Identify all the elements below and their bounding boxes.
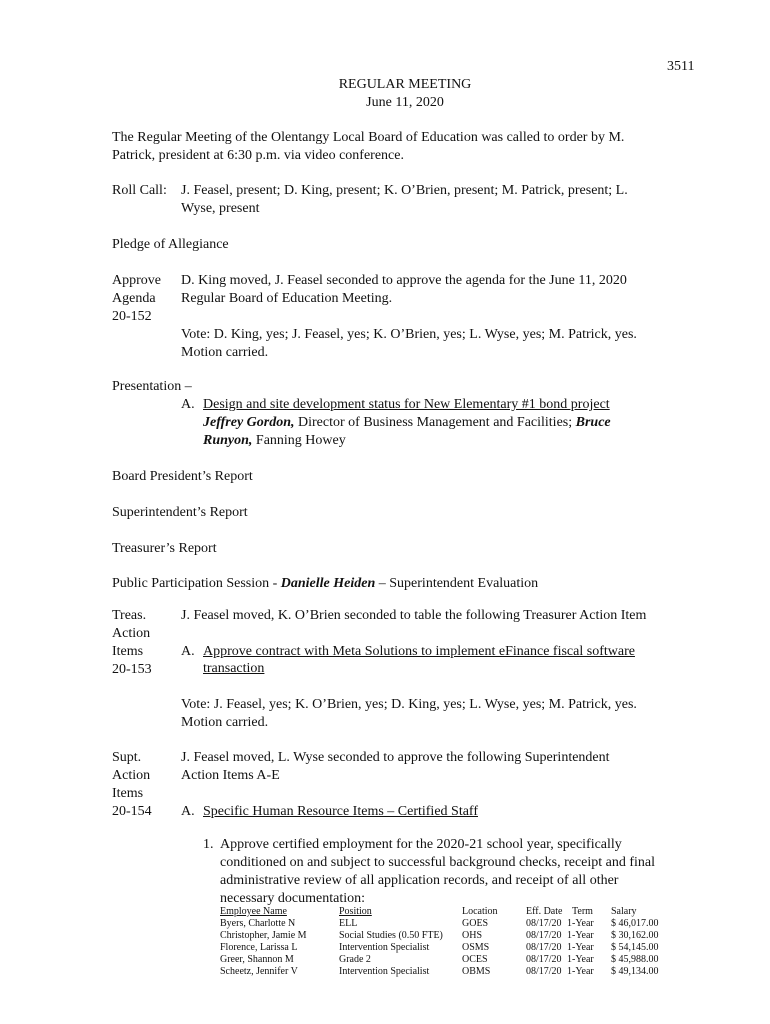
- cell-position: Grade 2: [339, 954, 371, 965]
- treas-result: Motion carried.: [181, 715, 269, 730]
- cell-term: 1-Year: [567, 942, 594, 953]
- cell-employee-name: Florence, Larissa L: [220, 942, 298, 953]
- page-number: 3511: [667, 59, 695, 74]
- treas-label-1: Treas.: [112, 608, 147, 623]
- cell-salary: $ 49,134.00: [611, 966, 659, 977]
- header-term: Term: [572, 906, 593, 917]
- agenda-vote: Vote: D. King, yes; J. Feasel, yes; K. O’Brien, yes; L. Wyse, yes; M. Patrick, yes.: [181, 327, 637, 342]
- cell-salary: $ 45,988.00: [611, 954, 659, 965]
- cell-eff-date: 08/17/20: [526, 966, 562, 977]
- public-participation-suffix: – Superintendent Evaluation: [375, 576, 539, 591]
- treas-label-4: 20-153: [112, 662, 152, 677]
- treas-motion: J. Feasel moved, K. O’Brien seconded to table the following Treasurer Action Item: [181, 608, 647, 623]
- cell-salary: $ 54,145.00: [611, 942, 659, 953]
- cell-position: Intervention Specialist: [339, 966, 430, 977]
- supt-label-1: Supt.: [112, 750, 142, 765]
- opening-line-2: Patrick, president at 6:30 p.m. via video conference.: [112, 148, 404, 163]
- presentation-presenters-line-2: [203, 432, 346, 450]
- cell-location: OCES: [462, 954, 488, 965]
- opening-line-1: The Regular Meeting of the Olentangy Local Board of Education was called to order by M.: [112, 130, 625, 145]
- cell-term: 1-Year: [567, 954, 594, 965]
- supt-item-letter: A.: [181, 804, 195, 819]
- cell-position: Social Studies (0.50 FTE): [339, 930, 443, 941]
- agenda-label-2: Agenda: [112, 291, 156, 306]
- cell-employee-name: Christopher, Jamie M: [220, 930, 307, 941]
- presentation-presenters-line-1: [203, 414, 611, 432]
- presentation-item-letter: A.: [181, 397, 195, 412]
- presenter-name-2a: Bruce: [575, 415, 611, 430]
- agenda-motion-line-1: D. King moved, J. Feasel seconded to approve the agenda for the June 11, 2020: [181, 273, 627, 288]
- treas-vote: Vote: J. Feasel, yes; K. O’Brien, yes; D. King, yes; L. Wyse, yes; M. Patrick, yes.: [181, 697, 637, 712]
- treas-item-line-2: transaction: [203, 661, 265, 676]
- cell-salary: $ 46,017.00: [611, 918, 659, 929]
- cell-employee-name: Greer, Shannon M: [220, 954, 294, 965]
- agenda-motion-line-2: Regular Board of Education Meeting.: [181, 291, 393, 306]
- supt-motion-line-1: J. Feasel moved, L. Wyse seconded to approve the following Superintendent: [181, 750, 610, 765]
- cell-employee-name: Scheetz, Jennifer V: [220, 966, 298, 977]
- agenda-result: Motion carried.: [181, 345, 269, 360]
- supt-sub-line-2: conditioned on and subject to successful background checks, receipt and final: [220, 855, 656, 870]
- public-participation-prefix: Public Participation Session -: [112, 576, 281, 591]
- header-location: Location: [462, 906, 498, 917]
- treas-label-3: Items: [112, 644, 144, 659]
- page-title: REGULAR MEETING: [338, 77, 472, 92]
- pledge-heading: Pledge of Allegiance: [112, 237, 229, 252]
- agenda-label-3: 20-152: [112, 309, 152, 324]
- cell-term: 1-Year: [567, 930, 594, 941]
- cell-location: GOES: [462, 918, 489, 929]
- header-salary: Salary: [611, 906, 637, 917]
- supt-sub-line-3: administrative review of all application records, and receipt of all other: [220, 873, 619, 888]
- header-eff-date: Eff. Date: [526, 906, 563, 917]
- supt-sub-number: 1.: [203, 837, 214, 852]
- supt-item-title: Specific Human Resource Items – Certified Staff: [203, 804, 478, 819]
- cell-eff-date: 08/17/20: [526, 930, 562, 941]
- presentation-item-title: Design and site development status for New Elementary #1 bond project: [203, 397, 610, 412]
- roll-call-line-2: Wyse, present: [181, 201, 260, 216]
- meeting-date: June 11, 2020: [366, 95, 444, 110]
- presenter-org-2: Fanning Howey: [252, 433, 346, 448]
- header-position: Position: [339, 906, 372, 917]
- roll-call-line-1: J. Feasel, present; D. King, present; K. O’Brien, present; M. Patrick, present; L.: [181, 183, 628, 198]
- cell-position: ELL: [339, 918, 358, 929]
- supt-label-4: 20-154: [112, 804, 152, 819]
- cell-eff-date: 08/17/20: [526, 918, 562, 929]
- cell-location: OBMS: [462, 966, 491, 977]
- public-participation: [112, 575, 538, 593]
- presenter-role-1: Director of Business Management and Facilities;: [294, 415, 576, 430]
- supt-sub-line-4: necessary documentation:: [220, 891, 366, 906]
- treas-item-line-1: Approve contract with Meta Solutions to implement eFinance fiscal software: [203, 644, 635, 659]
- cell-salary: $ 30,162.00: [611, 930, 659, 941]
- cell-eff-date: 08/17/20: [526, 954, 562, 965]
- supt-motion-line-2: Action Items A-E: [181, 768, 280, 783]
- cell-term: 1-Year: [567, 918, 594, 929]
- public-participation-name: Danielle Heiden: [280, 576, 376, 591]
- cell-employee-name: Byers, Charlotte N: [220, 918, 296, 929]
- cell-eff-date: 08/17/20: [526, 942, 562, 953]
- supt-label-3: Items: [112, 786, 144, 801]
- supt-sub-line-1: Approve certified employment for the 2020-21 school year, specifically: [220, 837, 622, 852]
- superintendent-report: Superintendent’s Report: [112, 505, 248, 520]
- presenter-name-1: Jeffrey Gordon,: [203, 415, 295, 430]
- header-employee-name: Employee Name: [220, 906, 287, 917]
- treas-label-2: Action: [112, 626, 151, 641]
- cell-location: OSMS: [462, 942, 490, 953]
- treas-item-letter: A.: [181, 644, 195, 659]
- cell-position: Intervention Specialist: [339, 942, 430, 953]
- cell-location: OHS: [462, 930, 483, 941]
- treasurer-report: Treasurer’s Report: [112, 541, 217, 556]
- supt-label-2: Action: [112, 768, 151, 783]
- cell-term: 1-Year: [567, 966, 594, 977]
- roll-call-label: Roll Call:: [112, 183, 167, 198]
- board-president-report: Board President’s Report: [112, 469, 253, 484]
- agenda-label-1: Approve: [112, 273, 161, 288]
- presentation-heading: Presentation –: [112, 379, 192, 394]
- presenter-name-2b: Runyon,: [203, 433, 253, 448]
